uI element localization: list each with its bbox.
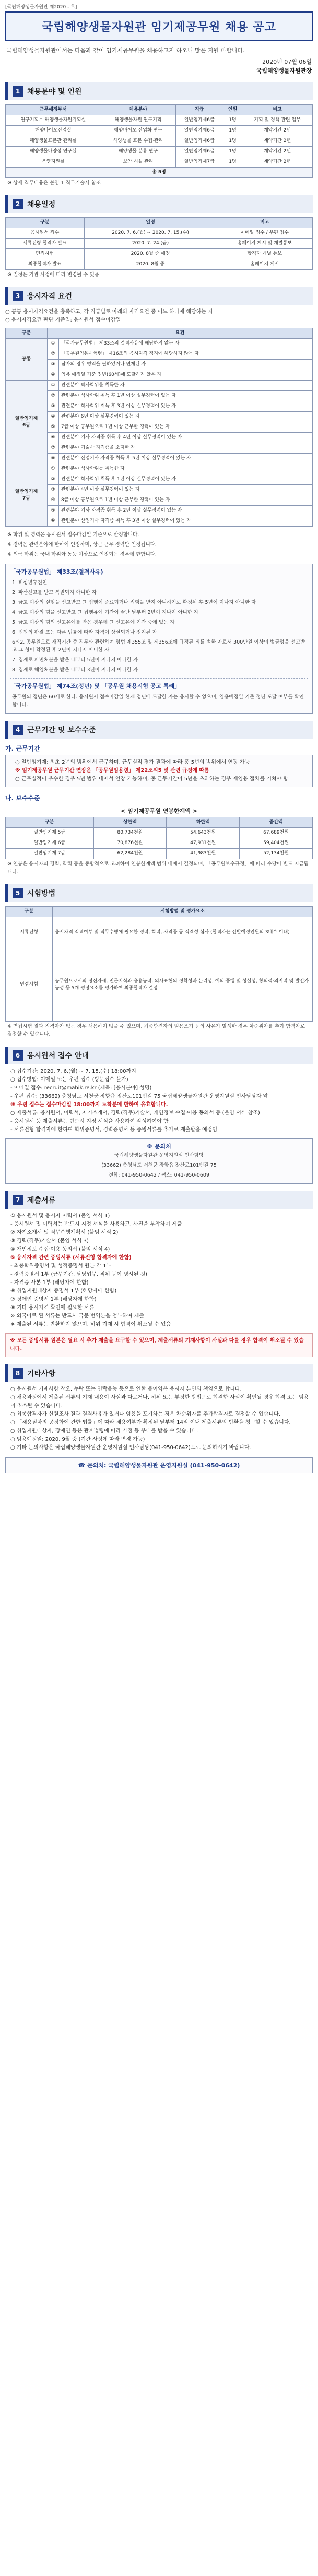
schedule-table [5,217,313,270]
table-row: ② 「공무원임용시험령」 제16조의 응시자격 정지에 해당하지 않는 자 [6,349,313,360]
table-cell: 서류전형 [6,917,53,948]
table-header: 상한액 [93,817,167,828]
table-row [6,157,313,168]
table-cell: 관련분야 박사학위를 취득한 자 [59,381,313,391]
table-header: 시험방법 및 평가요소 [53,907,313,917]
table-cell: 계약기간 2년 [242,157,313,168]
box-item: 7. 징계로 파면처분을 받은 때부터 5년이 지나지 아니한 자 [12,657,138,663]
section-header [5,884,313,902]
table-header: 구분 [6,218,85,228]
table-cell: 관련분야 학사학위 취득 후 3년 이상 실무경력이 있는 자 [59,401,313,412]
table-cell: 계약기간 2년 [242,126,313,136]
list-item: ⑤ 응시자격 관련 증빙서류 (서류전형 합격자에 한함) [10,1255,132,1261]
table-row: ⑥ 관련분야 산업기사 자격증 취득 후 3년 이상 실무경력이 있는 자 [6,516,313,527]
list-item: ○ 응시원서 기재사항 착오, 누락 또는 연락불능 등으로 인한 불이익은 응시자 본인의 책임으로 합니다. [10,1386,242,1392]
page-title: 국립해양생물자원관 임기제공무원 채용 공고 [42,20,276,34]
box-item: 국립해양생물자원관 운영지원실 인사담당 [114,1153,204,1158]
list-item: - 우편 접수: (33662) 충청남도 서천군 장항읍 장산로101번길 75 국립해양생물자원관 운영지원실 인사담당자 앞 [10,1094,268,1099]
table-cell: 일반임기제 7급 [6,849,94,859]
title-banner [5,11,313,41]
table-cell: 일반임기제 5급 [6,828,94,838]
group-label: 일반임기제 7급 [6,464,48,527]
section-schedule [5,195,313,280]
table-row [6,948,313,1022]
salary-table [5,817,313,859]
table-cell: 최종합격자 발표 [6,259,85,270]
table-cell: 관련분야 기술사 자격증을 소지한 자 [59,443,313,454]
table-title: < 임기제공무원 연봉한계액 > [121,808,197,814]
table-cell: 임용 예정일 기준 정년(60세)에 도달하지 않은 자 [59,370,313,381]
table-header: 구분 [6,328,48,339]
list-item: ※ 우편 접수는 접수마감일 18:00까지 도착분에 한하여 유효합니다. [10,1102,168,1108]
table-cell: 운영지원실 [6,157,101,168]
box-item: 6. 법원의 판결 또는 다른 법률에 따라 자격이 상실되거나 정지된 자 [12,630,157,635]
table-cell: 해양바이오산업실 [6,126,101,136]
table-cell: 응시원서 접수 [6,228,85,239]
table-cell: 홈페이지 게시 [217,259,312,270]
list-item: - 서류전형 합격자에 한하여 학위증명서, 경력증명서 등 증빙서류를 추가로 제출받을 예정임 [10,1127,217,1133]
table-cell: 연구기획부 해양생물자원기획실 [6,115,101,126]
section-title: 채용분야 및 인원 [27,88,82,96]
list-item: ○ 기타 문의사항은 국립해양생물자원관 운영지원실 인사담당(041-950-0642)으로 문의하시기 바랍니다. [10,1445,251,1451]
table-cell: 7급 이상 공무원으로 1년 이상 근무한 경력이 있는 자 [59,422,313,433]
section-header [5,195,313,213]
list-item: ○ 최종합격자가 신원조사 결과 결격사유가 있거나 임용을 포기하는 경우 차순위자를 추가합격자로 결정할 수 있습니다. [10,1411,280,1417]
table-header: 채용분야 [101,105,175,115]
positions-table [5,104,313,178]
exam-table [5,906,313,1022]
qualifications-table [5,328,313,527]
section-term-salary [5,721,313,877]
table-header: 비고 [217,218,312,228]
table-cell: 이메일 접수 / 우편 접수 [217,228,312,239]
table-cell: 계약기간 2년 [242,136,313,147]
section-title: 채용일정 [27,200,56,209]
table-cell: 해양생물표본관 관리실 [6,136,101,147]
table-header: 근무예정부서 [6,105,101,115]
table-cell: 59,404천원 [240,838,313,849]
list-item: ④ 개인정보 수집·이용 동의서 (붙임 서식 4) [10,1247,110,1252]
table-header: 하한액 [167,817,240,828]
table-cell: 관련분야 산업기사 자격증 취득 후 5년 이상 실무경력이 있는 자 [59,454,313,464]
table-row [6,147,313,157]
table-header: 인원 [223,105,242,115]
table-cell: 일반임기제6급 [175,136,223,147]
table-cell: 서류전형 합격자 발표 [6,239,85,249]
list-item: ⑧ 기타 응시자격 확인에 필요한 서류 [10,1305,95,1311]
box-item: 5. 금고 이상의 형의 선고유예를 받은 경우에 그 선고유예 기간 중에 있는 자 [12,620,175,625]
table-row [6,828,313,838]
box-item: 4. 금고 이상의 형을 선고받고 그 집행유예 기간이 끝난 날부터 2년이 지나지 아니한 자 [12,610,199,615]
table-cell: 2020. 8월 중 [84,259,217,270]
table-cell: 70,876천원 [93,838,167,849]
section-header [5,1047,313,1064]
table-row: 일반임기제 6급 ① 관련분야 박사학위를 취득한 자 [6,381,313,391]
section-header [5,287,313,305]
section-number: 6 [13,1050,23,1061]
table-cell: 1명 [223,147,242,157]
list-item: ⑦ 장애인 증명서 1부 (해당자에 한함) [10,1297,97,1302]
list-item: ※ 임기제공무원 근무기간 연장은 「공무원임용령」 제22조의5 및 관련 규정에 따름 [15,768,209,774]
table-row: ⑧ 관련분야 산업기사 자격증 취득 후 5년 이상 실무경력이 있는 자 [6,454,313,464]
table-cell: 관련분야 6년 이상 실무경력이 있는 자 [59,412,313,422]
list-item: - 자격증 사본 1부 (해당자에 한함) [10,1280,89,1286]
box-item: 전화: 041-950-0642 / 팩스: 041-950-0609 [109,1172,209,1178]
table-header: 비고 [242,105,313,115]
table-row [6,849,313,859]
table-cell: 1명 [223,157,242,168]
box-item: 2. 파산선고를 받고 복권되지 아니한 자 [12,590,97,596]
qualification-criteria: ○ 응시자격요건 판단 기준일: 응시원서 접수마감일 [5,317,121,323]
table-row: ⑥ 관련분야 기사 자격증 취득 후 4년 이상 실무경력이 있는 자 [6,433,313,443]
subsection-title: 나. 보수수준 [5,794,40,802]
list-item: ○ 접수방법: 이메일 또는 우편 접수 (방문접수 불가) [10,1077,128,1083]
section-title: 제출서류 [27,1196,56,1205]
intro-text: 국립해양생물자원관에서는 다음과 같이 임기제공무원을 채용하고자 하오니 많은 지원 바랍니다. [6,47,245,54]
table-cell: 41,983천원 [167,849,240,859]
list-item: ② 자기소개서 및 직무수행계획서 (붙임 서식 2) [10,1230,119,1236]
box-item: 8. 징계로 해임처분을 받은 때부터 3년이 지나지 아니한 자 [12,667,138,673]
table-row: 공통 ① 「국가공무원법」 제33조의 결격사유에 해당하지 않는 자 [6,339,313,349]
term-box [5,755,313,787]
section-documents [5,1191,313,1357]
table-header: 구분 [6,817,94,828]
table-row [6,249,313,259]
section-positions [5,82,313,188]
group-label: 공통 [6,339,48,381]
table-cell: 일반임기제6급 [175,115,223,126]
table-cell: 47,931천원 [167,838,240,849]
table-cell: 해양생물 표본 수집·관리 [101,136,175,147]
table-cell: 보안·시설 관리 [101,157,175,168]
table-row: ② 관련분야 석사학위 취득 후 1년 이상 실무경력이 있는 자 [6,391,313,401]
table-cell: 1명 [223,115,242,126]
list-item: ① 응시원서 및 응시자 이력서 (붙임 서식 1) [10,1213,110,1219]
section-header [5,1191,313,1209]
list-item: ○ 채용과정에서 제출된 서류의 기재 내용이 사실과 다르거나, 허위 또는 부정한 방법으로 합격한 사실이 확인될 경우 합격 또는 임용이 취소될 수 있습니다. [10,1395,309,1409]
table-header: 일정 [84,218,217,228]
section-number: 7 [13,1195,23,1205]
table-cell: 해양바이오 산업화 연구 [101,126,175,136]
list-item: ○ 취업지원대상자, 장애인 등은 관계법령에 따라 가점 등 우대를 받을 수 있습니다. [10,1428,198,1434]
table-cell: 52,134천원 [240,849,313,859]
subsection-title: 가. 근무기간 [5,745,40,752]
section-number: 5 [13,888,23,898]
table-row [6,838,313,849]
table-row [6,259,313,270]
table-row [6,917,313,948]
table-cell: 80,734천원 [93,828,167,838]
table-row: ③ 관련분야 학사학위 취득 후 3년 이상 실무경력이 있는 자 [6,401,313,412]
section-header [5,1364,313,1382]
table-cell: 일반임기제6급 [175,147,223,157]
section-header [5,721,313,739]
section-note: ※ 외국 학위는 국내 학위와 동등 이상으로 인정되는 경우에 한합니다. [7,552,157,557]
table-header: 구분 [6,907,53,917]
box-item: 1. 피성년후견인 [12,580,48,586]
table-row [6,115,313,126]
contact-box [5,1138,313,1184]
table-cell: 1명 [223,136,242,147]
section-header [5,82,313,100]
section-number: 8 [13,1368,23,1379]
table-row: ④ 관련분야 6년 이상 실무경력이 있는 자 [6,412,313,422]
table-row: ④ 8급 이상 공무원으로 1년 이상 근무한 경력이 있는 자 [6,495,313,506]
table-cell: 기획 및 정책 관련 업무 [242,115,313,126]
table-row: ④ 임용 예정일 기준 정년(60세)에 도달하지 않은 자 [6,370,313,381]
table-cell: 면접시험 [6,249,85,259]
list-item: ○ 일반임기제: 최초 2년의 범위에서 근무하며, 근무실적 평가 결과에 따라 총 5년의 범위에서 연장 가능 [15,759,250,765]
table-cell: 54,643천원 [167,828,240,838]
table-header: 직급 [175,105,223,115]
table-cell: 일반임기제7급 [175,157,223,168]
table-cell: 관련분야 석사학위 취득 후 1년 이상 실무경력이 있는 자 [59,391,313,401]
table-row: ⑦ 관련분야 기술사 자격증을 소지한 자 [6,443,313,454]
table-cell: 면접시험 [6,948,53,1022]
section-note: ※ 상세 직무내용은 붙임 1 직무기술서 참조 [7,180,101,186]
table-cell: 1명 [223,126,242,136]
section-note: ※ 일정은 기관 사정에 따라 변경될 수 있음 [7,272,99,278]
box-title: 「국가공무원법」 제74조(정년) 및 「공무원 채용시험 공고 특례」 [10,683,181,690]
box-title: ※ 문의처 [147,1143,171,1150]
table-cell: 일반임기제 6급 [6,838,94,849]
table-cell: 해양생물 분류 연구 [101,147,175,157]
box-item: 6의2. 공무원으로 재직기간 중 직무와 관련하여 형법 제355조 및 제356조에 규정된 죄를 범한 자로서 300만원 이상의 벌금형을 선고받고 그 형이 확정된 후 2년이 지나지 아니한 자 [12,639,305,653]
box-item: 3. 금고 이상의 실형을 선고받고 그 집행이 종료되거나 집행을 받지 아니하기로 확정된 후 5년이 지나지 아니한 자 [12,600,256,606]
list-item: ○ 임용예정일: 2020. 9월 중 (기관 사정에 따라 변경 가능) [10,1437,145,1442]
section-others [5,1364,313,1473]
table-row [6,239,313,249]
table-cell: 응시자격 적격여부 및 직무수행에 필요한 경력, 학력, 자격증 등 적격성 심사 (합격자는 선발예정인원의 3배수 이내) [53,917,313,948]
table-row: ⑤ 7급 이상 공무원으로 1년 이상 근무한 경력이 있는 자 [6,422,313,433]
table-cell: 67,689천원 [240,828,313,838]
table-cell: 8급 이상 공무원으로 1년 이상 근무한 경력이 있는 자 [59,495,313,506]
section-note: ※ 경력은 관련분야에 한하여 인정하며, 상근 근무 경력만 인정됩니다. [7,542,157,548]
section-number: 2 [13,199,23,209]
table-row: ⑤ 관련분야 기사 자격증 취득 후 2년 이상 실무경력이 있는 자 [6,506,313,516]
table-cell: 관련분야 학사학위 취득 후 1년 이상 실무경력이 있는 자 [59,474,313,485]
section-title: 시험방법 [27,889,56,898]
section-application [5,1047,313,1184]
section-note: ※ 면접시험 결과 적격자가 없는 경우 채용하지 않을 수 있으며, 최종합격자의 임용포기 등의 사유가 발생한 경우 차순위자를 추가 합격자로 결정할 수 있습니다. [7,1024,305,1037]
list-item: ○ 접수기간: 2020. 7. 6.(월) ~ 7. 15.(수) 18:00까지 [10,1069,136,1074]
table-cell: 해양생물자원 연구기획 [101,115,175,126]
section-title: 응시자격 요건 [27,292,73,301]
table-row [6,126,313,136]
table-cell: 홈페이지 게시 및 개별통보 [217,239,312,249]
table-cell: 관련분야 석사학위를 취득한 자 [59,464,313,474]
table-cell: 공무원으로서의 정신자세, 전문지식과 응용능력, 의사표현의 정확성과 논리성, 예의·품행 및 성실성, 창의력·의지력 및 발전가능성 등 5개 평정요소를 평가하여 최종합격자 결정 [53,948,313,1022]
contact-footer: ☎ 문의처: 국립해양생물자원관 운영지원실 (041-950-0642) [5,1457,313,1473]
section-note: ※ 연봉은 응시자의 경력, 학력 등을 종합적으로 고려하여 연봉한계액 범위 내에서 결정되며, 「공무원보수규정」에 따라 수당이 별도 지급됩니다. [7,861,309,875]
table-cell: 관련분야 기사 자격증 취득 후 2년 이상 실무경력이 있는 자 [59,506,313,516]
section-number: 3 [13,291,23,301]
section-title: 근무기간 및 보수수준 [27,726,96,734]
table-row [6,228,313,239]
table-cell: 일반임기제6급 [175,126,223,136]
table-cell: 2020. 7. 6.(월) ~ 2020. 7. 15.(수) [84,228,217,239]
table-row-total [6,168,313,178]
table-row: 일반임기제 7급 ① 관련분야 석사학위를 취득한 자 [6,464,313,474]
list-item: ○ 근무실적이 우수한 경우 5년 범위 내에서 연장 가능하며, 총 근무기간이 5년을 초과하는 경우 재임용 절차를 거쳐야 함 [15,776,289,782]
table-cell: 계약기간 2년 [242,147,313,157]
table-cell: 관련분야 산업기사 자격증 취득 후 3년 이상 실무경력이 있는 자 [59,516,313,527]
table-cell: 62,284천원 [93,849,167,859]
table-row: ② 관련분야 학사학위 취득 후 1년 이상 실무경력이 있는 자 [6,474,313,485]
qualification-intro: ○ 공통 응시자격요건을 충족하고, 각 직급별로 아래의 자격요건 중 어느 하나에 해당하는 자 [5,309,213,315]
organization-name: 국립해양생물자원관장 [256,67,312,74]
table-cell: 「공무원임용시험령」 제16조의 응시자격 정지에 해당하지 않는 자 [59,349,313,360]
table-cell: 2020. 7. 24.(금) [84,239,217,249]
list-item: ○ 「채용절차의 공정화에 관한 법률」에 따라 채용여부가 확정된 날부터 14일 이내 제출서류의 반환을 청구할 수 있습니다. [10,1420,291,1426]
section-number: 1 [13,86,23,97]
table-cell: 관련분야 기사 자격증 취득 후 4년 이상 실무경력이 있는 자 [59,433,313,443]
table-header: 중간액 [240,817,313,828]
announcement-date: 2020년 07월 06일 [262,58,312,65]
list-item: - 최종학위증명서 및 성적증명서 원본 각 1부 [10,1263,112,1269]
list-item: ③ 경력(직무)기술서 (붙임 서식 3) [10,1238,89,1244]
box-item: (33662) 충청남도 서천군 장항읍 장산로101번길 75 [101,1162,217,1168]
date-block [6,57,312,75]
disqualification-box [5,564,313,714]
section-title: 기타사항 [27,1370,56,1378]
table-cell: 해양생물다양성 연구실 [6,147,101,157]
section-number: 4 [13,725,23,735]
section-note: ※ 학위 및 경력은 응시원서 접수마감일 기준으로 산정합니다. [7,532,139,538]
table-cell: 2020. 8월 중 예정 [84,249,217,259]
section-qualifications [5,287,313,714]
box-item: 공무원의 정년은 60세로 한다. 응시원서 접수마감일 현재 정년에 도달한 자는 응시할 수 없으며, 임용예정일 기준 정년 도달 여부를 확인합니다. [12,694,304,708]
list-item: ⑥ 취업지원대상자 증명서 1부 (해당자에 한함) [10,1288,117,1294]
list-item: ○ 제출서류: 응시원서, 이력서, 자기소개서, 경력(직무)기술서, 개인정보 수집·이용 동의서 등 (붙임 서식 참조) [10,1110,260,1116]
list-item: ※ 외국어로 된 서류는 반드시 국문 번역본을 첨부하여 제출 [10,1313,144,1319]
table-row: ③ 관련분야 4년 이상 실무경력이 있는 자 [6,485,313,495]
table-cell: 합격자 개별 통보 [217,249,312,259]
table-header: 요건 [48,328,313,339]
group-label: 일반임기제 6급 [6,381,48,464]
list-item: ※ 제출된 서류는 반환하지 않으며, 허위 기재 시 합격이 취소될 수 있음 [10,1322,171,1327]
box-title: 「국가공무원법」 제33조(결격사유) [10,568,103,575]
table-cell: 관련분야 4년 이상 실무경력이 있는 자 [59,485,313,495]
list-item: - 경력증명서 1부 (근무기간, 담당업무, 직위 등이 명시된 것) [10,1272,148,1277]
list-item: - 응시원서 및 이력서는 반드시 지정 서식을 사용하고, 사진을 부착하여 제출 [10,1221,182,1227]
table-cell: 총 5명 [6,168,313,178]
table-cell: 「국가공무원법」 제33조의 결격사유에 해당하지 않는 자 [59,339,313,349]
table-cell: 남자의 경우 병역을 필하였거나 면제된 자 [59,360,313,370]
warning-box: ※ 모든 증빙서류 원본은 필요 시 추가 제출을 요구할 수 있으며, 제출서류의 기재사항이 사실과 다를 경우 합격이 취소될 수 있습니다. [5,1333,313,1357]
list-item: - 이메일 접수: recruit@mabik.re.kr (제목: [응시분야] 성명) [10,1085,152,1091]
list-item: - 응시원서 등 제출서류는 반드시 지정 서식을 사용하여 작성하여야 함 [10,1119,169,1124]
table-row [6,136,313,147]
section-exam-method [5,884,313,1039]
table-row: ③ 남자의 경우 병역을 필하였거나 면제된 자 [6,360,313,370]
section-title: 응시원서 접수 안내 [27,1052,89,1060]
document-reference: [국립해양생물자원관 제2020 - 호] [5,5,77,10]
